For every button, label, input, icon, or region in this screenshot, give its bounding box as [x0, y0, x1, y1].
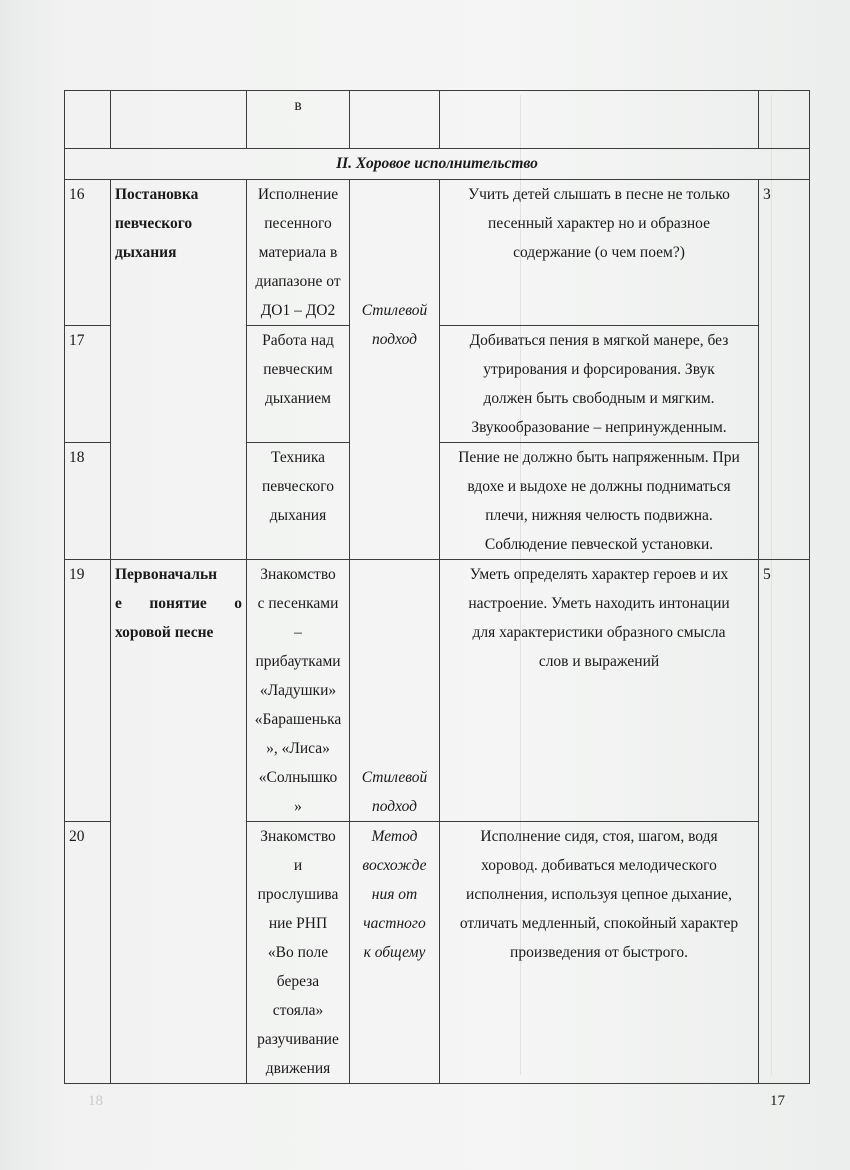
goal-line: Звукообразование – непринужденным. [471, 419, 727, 436]
method-line: подход [371, 331, 418, 348]
content-line: » [294, 798, 302, 815]
content-line: ние РНП [268, 915, 328, 932]
table-row-16 [65, 180, 810, 326]
goal-cell [440, 560, 759, 822]
content-line: стояла» [272, 1002, 324, 1019]
topic-line: хоровой песне [115, 624, 214, 641]
content-line: Исполнение [257, 186, 339, 203]
lesson-plan-table [64, 90, 810, 1084]
method-line: к общему [363, 944, 426, 961]
content-line: с песенками [257, 595, 339, 612]
content-line: песенного [264, 215, 332, 232]
section-title: II. Хоровое исполнительство [65, 149, 810, 180]
row-number: 19 [65, 560, 111, 822]
content-cell [247, 560, 350, 822]
content-line: Знакомство [260, 566, 336, 583]
goal-line: содержание (о чем поем?) [513, 244, 685, 261]
method-cell [350, 560, 440, 822]
content-line: дыхания [269, 507, 327, 524]
content-cell [247, 326, 350, 443]
content-line: прослушива [257, 886, 339, 903]
content-line: Работа над [262, 332, 334, 349]
topic-line: Первоначальн [115, 566, 218, 583]
method-line: восхожде [362, 857, 427, 874]
content-line: Техника [270, 449, 326, 466]
content-line: и [293, 857, 303, 874]
content-line: певческим [263, 361, 333, 378]
goal-line: Учить детей слышать в песне не только [468, 186, 730, 203]
row-number: 20 [65, 822, 111, 1084]
goal-line: Пение не должно быть напряженным. При [458, 449, 740, 466]
content-cell [247, 443, 350, 560]
cell-method [350, 91, 440, 149]
content-line: прибаутками [255, 653, 341, 670]
method-line: Стилевой [361, 302, 428, 319]
goal-line: настроение. Уметь находить интонации [468, 595, 730, 612]
topic-line: Постановка [115, 186, 199, 203]
content-line: ДО1 – ДО2 [260, 302, 336, 319]
method-line: подход [371, 798, 418, 815]
cell-goal [440, 91, 759, 149]
goal-cell [440, 180, 759, 326]
goal-line: Уметь определять характер героев и их [469, 566, 729, 583]
content-line: диапазоне от [255, 273, 341, 290]
method-cell [350, 180, 440, 560]
hours-cell: 5 [759, 560, 810, 1084]
content-line: Знакомство [260, 828, 336, 845]
content-line: «Во поле [267, 944, 329, 961]
goal-line: Исполнение сидя, стоя, шагом, водя [480, 828, 718, 845]
content-line: «Барашенька [254, 711, 342, 728]
hours-cell: 3 [759, 180, 810, 560]
content-line: материала в [258, 244, 338, 261]
section-header-row [65, 149, 810, 180]
goal-line: Соблюдение певческой установки. [484, 536, 714, 553]
table-row-continued [65, 91, 810, 149]
method-line: частного [363, 915, 426, 932]
goal-line: утрирования и форсирования. Звук [483, 361, 715, 378]
topic-choral-song [111, 560, 247, 1084]
ghost-page-number: 18 [88, 1093, 103, 1109]
content-line: дыханием [264, 390, 331, 407]
content-line: певческого [261, 478, 335, 495]
topic-line: дыхания [115, 244, 177, 261]
content-line: береза [276, 973, 320, 990]
goal-line: для характеристики образного смысла [472, 624, 726, 641]
content-cell [247, 822, 350, 1084]
table-row-19 [65, 560, 810, 822]
goal-line: песенный характер но и образное [488, 215, 710, 232]
goal-line: вдохе и выдохе не должны подниматься [467, 478, 731, 495]
cell-num [65, 91, 111, 149]
cell-hours [759, 91, 810, 149]
cell-content: в [247, 91, 350, 149]
row-number: 17 [65, 326, 111, 443]
content-line: – [294, 624, 302, 641]
content-line: движения [265, 1060, 331, 1077]
cell-topic [111, 91, 247, 149]
content-line: «Ладушки» [259, 682, 337, 699]
method-line: Метод [371, 828, 418, 845]
content-line: », «Лиса» [266, 740, 330, 757]
method-line: Стилевой [361, 769, 428, 786]
goal-cell [440, 822, 759, 1084]
content-cell [247, 180, 350, 326]
goal-line: произведения от быстрого. [510, 944, 688, 961]
goal-line: исполнения, используя цепное дыхание, [466, 886, 732, 903]
goal-line: слов и выражений [538, 653, 660, 670]
topic-line: певческого [115, 215, 193, 232]
topic-breathing [111, 180, 247, 560]
content-line: разучивание [257, 1031, 339, 1048]
goal-line: плечи, нижняя челюсть подвижна. [485, 507, 713, 524]
goal-line: хоровод. добиваться мелодического [481, 857, 717, 874]
method-line: ния от [371, 886, 418, 903]
goal-line: Добиваться пения в мягкой манере, без [469, 332, 729, 349]
goal-cell [440, 443, 759, 560]
goal-cell [440, 326, 759, 443]
content-line: «Солнышко [258, 769, 338, 786]
goal-line: должен быть свободным и мягким. [483, 390, 715, 407]
row-number: 18 [65, 443, 111, 560]
method-cell [350, 822, 440, 1084]
page-number: 17 [770, 1093, 785, 1109]
row-number: 16 [65, 180, 111, 326]
goal-line: отличать медленный, спокойный характер [459, 915, 739, 932]
topic-line: е понятие о [115, 595, 242, 612]
